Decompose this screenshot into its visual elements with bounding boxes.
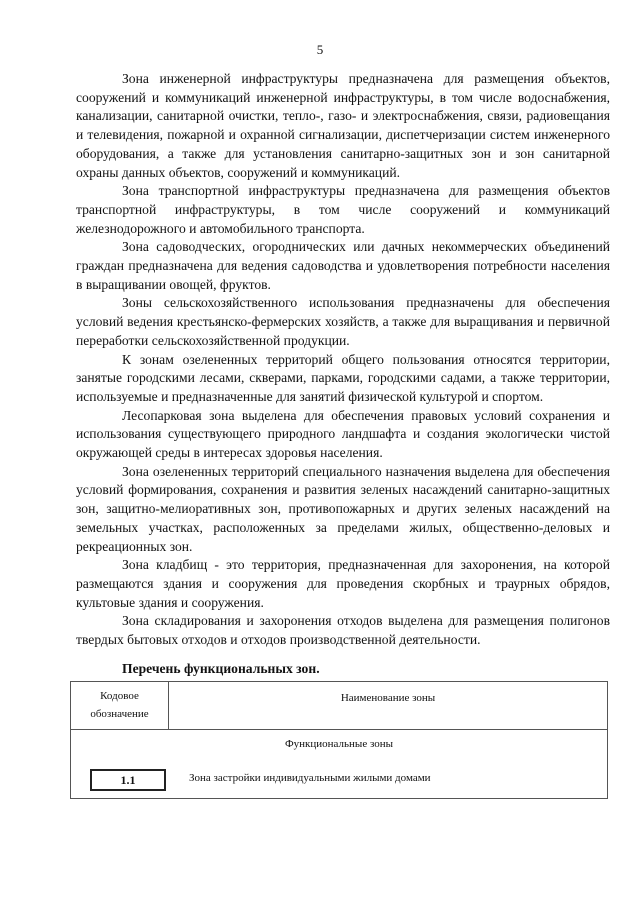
paragraph-engineering-zone: Зона инженерной инфраструктуры предназначена для размещения объектов, сооружений и коммуникаций инженерной инфраструктуры, в том числе водоснабжения, канализации, санитарной очистки, тепло-, газо- и электроснабжения, связи, радиовещания и телевидения, пожарной и охранной сигнализации, диспетчеризации систем инженерного оборудования, а также для установления санитарно-защитных зон и зон санитарной охраны данных объектов, сооружений и коммуникаций. xyxy=(76,71,610,180)
header-code-line1: Кодовое xyxy=(100,690,139,702)
paragraph-forest-park-zone: Лесопарковая зона выделена для обеспечения правовых условий сохранения и использования существующего природного ландшафта и создания экологически чистой окружающей среды в интересах здоровья населения. xyxy=(76,407,610,461)
zones-table xyxy=(70,681,608,799)
paragraph-agricultural-zone: Зоны сельскохозяйственного использования предназначены для обеспечения условий ведения крестьянско-фермерских хозяйств, а также для выращивания и первичной переработки сельскохозяйственной продукции. xyxy=(76,295,610,348)
table-section-label: Функциональные зоны xyxy=(284,738,394,750)
zone-code-box: 1.1 xyxy=(90,769,166,791)
header-code-cell xyxy=(71,682,169,729)
zone-name: Зона застройки индивидуальными жилыми домами xyxy=(189,772,431,784)
paragraph-green-public-zone: К зонам озелененных территорий общего пользования относятся территории, занятые городскими лесами, скверами, парками, городскими садами, а также территории, используемые и предназначенные для занятий физической культурой и спортом. xyxy=(76,351,610,404)
header-name-cell: Наименование зоны xyxy=(340,692,436,704)
zones-list-heading: Перечень функциональных зон. xyxy=(122,661,320,676)
table-row-divider xyxy=(71,729,607,730)
body-text xyxy=(76,70,610,650)
page-number: 5 xyxy=(316,42,324,57)
paragraph-garden-zone: Зона садоводческих, огороднических или дачных некоммерческих объединений граждан предназначена для ведения садоводства и удовлетворения потребности населения в выращивании овощей, фруктов. xyxy=(76,239,610,292)
paragraph-transport-zone: Зона транспортной инфраструктуры предназначена для размещения объектов транспортной инфраструктуры, в том числе сооружений и коммуникаций железнодорожного и автомобильного транспорта. xyxy=(76,183,610,236)
paragraph-green-special-zone: Зона озелененных территорий специального назначения выделена для обеспечения условий формирования, сохранения и развития зеленых насаждений санитарно-защитных зон, защитно-мелиоративных зон, противопожарных и других зеленых насаждений на земельных участках, расположенных за пределами жилых, общественно-деловых и рекреационных зон. xyxy=(76,463,610,554)
paragraph-waste-zone: Зона складирования и захоронения отходов выделена для размещения полигонов твердых бытовых отходов и отходов производственной деятельности. xyxy=(76,613,610,648)
header-code-line2: обозначение xyxy=(90,708,149,720)
paragraph-cemetery-zone: Зона кладбищ - это территория, предназначенная для захоронения, на которой размещаются здания и сооружения для проведения скорбных и траурных обрядов, культовые здания и сооружения. xyxy=(76,557,610,610)
